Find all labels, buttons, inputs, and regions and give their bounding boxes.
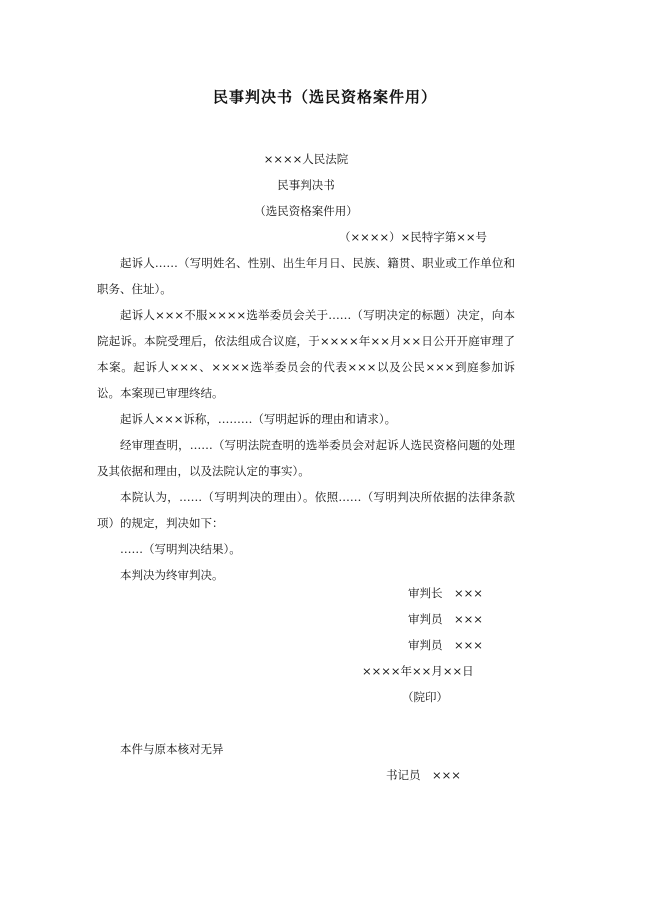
clerk-role: 书记员 bbox=[386, 768, 421, 782]
signature-role: 审判员 bbox=[408, 638, 443, 652]
paragraph-judgment: ……（写明判决结果）。 bbox=[120, 542, 241, 556]
clerk-name: ××× bbox=[432, 768, 461, 782]
court-name: ××××人民法院 bbox=[263, 152, 349, 166]
document-title: 民事判决书（选民资格案件用） bbox=[212, 88, 437, 106]
verification-note: 本件与原本核对无异 bbox=[120, 742, 224, 756]
signature-name: ××× bbox=[454, 586, 483, 600]
paragraph-final: 本判决为终审判决。 bbox=[120, 568, 224, 582]
signature-presiding-judge bbox=[408, 585, 483, 601]
paragraph-findings: 经审理查明，……（写明法院查明的选举委员会对起诉人选民资格问题的处理及其依据和理由，以及法院认定的事实）。 bbox=[97, 438, 515, 478]
signature-judge-1 bbox=[408, 611, 483, 627]
paragraph-claims: 起诉人×××诉称，………（写明起诉的理由和请求）。 bbox=[120, 412, 397, 426]
court-seal: （院印） bbox=[402, 690, 448, 704]
case-number: （××××）×民特字第××号 bbox=[339, 230, 487, 244]
signature-role: 审判员 bbox=[408, 612, 443, 626]
judgment-date: ××××年××月××日 bbox=[362, 664, 474, 678]
clerk-signature bbox=[386, 767, 461, 783]
paragraph-plaintiff: 起诉人……（写明姓名、性别、出生年月日、民族、籍贯、职业或工作单位和职务、住址）。 bbox=[97, 256, 515, 296]
paragraph-reasoning: 本院认为，……（写明判决的理由）。依照……（写明判决所依据的法律条款项）的规定，判决如下： bbox=[97, 490, 515, 530]
doc-type: 民事判决书 bbox=[277, 178, 335, 192]
signature-judge-2 bbox=[408, 637, 483, 653]
case-type: （选民资格案件用） bbox=[254, 204, 358, 218]
paragraph-procedure: 起诉人×××不服××××选举委员会关于……（写明决定的标题）决定，向本院起诉。本院受理后，依法组成合议庭，于××××年××月××日公开开庭审理了本案。起诉人×××、××××选举委员会的代表×××以及公民×××到庭参加诉讼。本案现已审理终结。 bbox=[97, 308, 515, 400]
signature-role: 审判长 bbox=[408, 586, 443, 600]
signature-name: ××× bbox=[454, 638, 483, 652]
signature-name: ××× bbox=[454, 612, 483, 626]
